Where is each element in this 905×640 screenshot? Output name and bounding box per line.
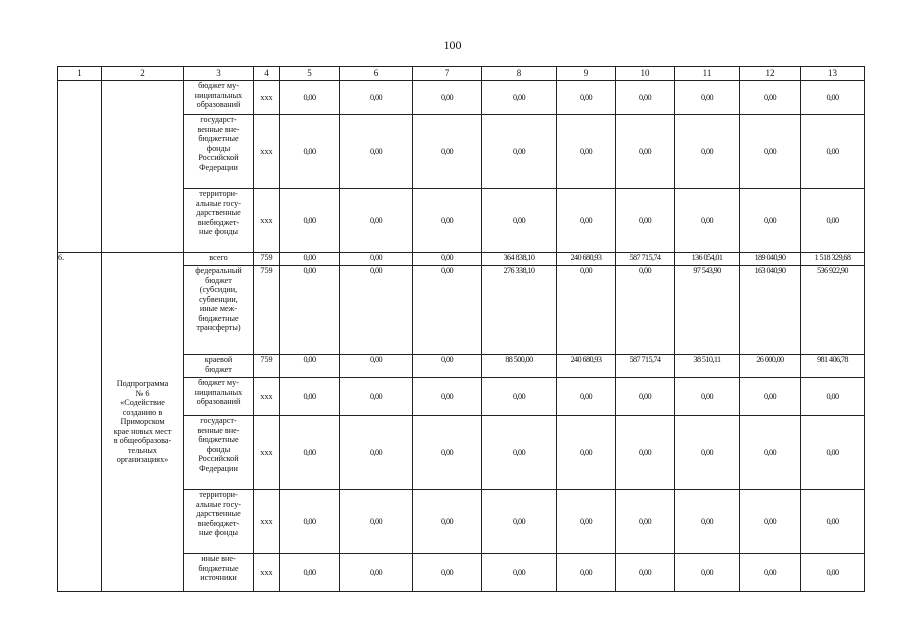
value-cell: 0,00 bbox=[557, 115, 616, 189]
funding-source-cell: государст- венные вне- бюджетные фонды Российской Федерации bbox=[184, 416, 254, 490]
value-cell: 0,00 bbox=[340, 490, 413, 554]
funding-source-cell: краевой бюджет bbox=[184, 355, 254, 378]
value-cell: 364 838,10 bbox=[482, 253, 557, 266]
value-cell: 0,00 bbox=[675, 81, 740, 115]
value-cell: 0,00 bbox=[482, 490, 557, 554]
value-cell: 0,00 bbox=[340, 81, 413, 115]
value-cell: 0,00 bbox=[616, 189, 675, 253]
table-row bbox=[58, 81, 865, 115]
funding-source-cell: федеральный бюджет (субсидии, субвенции, иные меж- бюджетные трансферты) bbox=[184, 266, 254, 355]
budget-code-cell: xxx bbox=[254, 554, 280, 592]
value-cell: 163 040,90 bbox=[740, 266, 801, 355]
column-header: 12 bbox=[740, 67, 801, 81]
table-row bbox=[58, 253, 865, 266]
value-cell: 0,00 bbox=[280, 189, 340, 253]
value-cell: 240 680,93 bbox=[557, 355, 616, 378]
value-cell: 0,00 bbox=[482, 554, 557, 592]
value-cell: 0,00 bbox=[675, 115, 740, 189]
value-cell: 0,00 bbox=[675, 189, 740, 253]
value-cell: 0,00 bbox=[740, 115, 801, 189]
value-cell: 981 406,78 bbox=[801, 355, 865, 378]
value-cell: 38 510,11 bbox=[675, 355, 740, 378]
value-cell: 0,00 bbox=[557, 266, 616, 355]
value-cell: 240 680,93 bbox=[557, 253, 616, 266]
value-cell: 0,00 bbox=[740, 490, 801, 554]
value-cell: 0,00 bbox=[340, 378, 413, 416]
value-cell: 0,00 bbox=[340, 253, 413, 266]
value-cell: 0,00 bbox=[740, 416, 801, 490]
funding-source-cell: всего bbox=[184, 253, 254, 266]
value-cell: 0,00 bbox=[280, 554, 340, 592]
page-number: 100 bbox=[443, 38, 462, 52]
value-cell: 88 500,00 bbox=[482, 355, 557, 378]
value-cell: 0,00 bbox=[413, 378, 482, 416]
value-cell: 0,00 bbox=[557, 416, 616, 490]
column-header: 1 bbox=[58, 67, 102, 81]
value-cell: 0,00 bbox=[616, 81, 675, 115]
value-cell: 0,00 bbox=[801, 115, 865, 189]
budget-code-cell: xxx bbox=[254, 81, 280, 115]
value-cell: 0,00 bbox=[280, 378, 340, 416]
value-cell: 0,00 bbox=[413, 490, 482, 554]
column-header: 4 bbox=[254, 67, 280, 81]
value-cell: 0,00 bbox=[280, 115, 340, 189]
value-cell: 0,00 bbox=[340, 266, 413, 355]
column-header: 8 bbox=[482, 67, 557, 81]
budget-code-cell: xxx bbox=[254, 378, 280, 416]
budget-code-cell: 759 bbox=[254, 355, 280, 378]
budget-code-cell: 759 bbox=[254, 266, 280, 355]
value-cell: 0,00 bbox=[740, 378, 801, 416]
value-cell: 587 715,74 bbox=[616, 253, 675, 266]
column-header-row bbox=[58, 67, 865, 81]
value-cell: 0,00 bbox=[801, 189, 865, 253]
value-cell: 0,00 bbox=[280, 266, 340, 355]
value-cell: 276 338,10 bbox=[482, 266, 557, 355]
value-cell: 0,00 bbox=[557, 490, 616, 554]
value-cell: 0,00 bbox=[280, 253, 340, 266]
value-cell: 0,00 bbox=[801, 554, 865, 592]
value-cell: 0,00 bbox=[557, 554, 616, 592]
value-cell: 0,00 bbox=[801, 490, 865, 554]
value-cell: 0,00 bbox=[413, 253, 482, 266]
funding-source-cell: территори- альные госу- дарственные внебюджет- ные фонды bbox=[184, 189, 254, 253]
value-cell: 0,00 bbox=[801, 416, 865, 490]
value-cell: 0,00 bbox=[340, 189, 413, 253]
funding-source-cell: территори- альные госу- дарственные внебюджет- ные фонды bbox=[184, 490, 254, 554]
program-name-cell: Подпрограмма № 6 «Содействие созданию в Приморском крае новых мест в общеобразова- тельных организациях» bbox=[102, 253, 184, 592]
budget-code-cell: xxx bbox=[254, 490, 280, 554]
value-cell: 0,00 bbox=[482, 378, 557, 416]
value-cell: 0,00 bbox=[616, 416, 675, 490]
column-header: 5 bbox=[280, 67, 340, 81]
value-cell: 0,00 bbox=[413, 355, 482, 378]
funding-source-cell: иные вне- бюджетные источники bbox=[184, 554, 254, 592]
value-cell: 0,00 bbox=[280, 355, 340, 378]
value-cell: 0,00 bbox=[616, 115, 675, 189]
value-cell: 0,00 bbox=[482, 416, 557, 490]
column-header: 7 bbox=[413, 67, 482, 81]
value-cell: 0,00 bbox=[740, 81, 801, 115]
value-cell: 97 543,90 bbox=[675, 266, 740, 355]
funding-source-cell: государст- венные вне- бюджетные фонды Российской Федерации bbox=[184, 115, 254, 189]
budget-code-cell: xxx bbox=[254, 115, 280, 189]
value-cell: 189 040,90 bbox=[740, 253, 801, 266]
value-cell: 0,00 bbox=[413, 189, 482, 253]
value-cell: 0,00 bbox=[482, 81, 557, 115]
value-cell: 26 000,00 bbox=[740, 355, 801, 378]
value-cell: 0,00 bbox=[616, 554, 675, 592]
value-cell: 1 518 329,68 bbox=[801, 253, 865, 266]
value-cell: 0,00 bbox=[675, 378, 740, 416]
value-cell: 587 715,74 bbox=[616, 355, 675, 378]
value-cell: 0,00 bbox=[280, 81, 340, 115]
budget-code-cell: xxx bbox=[254, 189, 280, 253]
value-cell: 536 922,90 bbox=[801, 266, 865, 355]
value-cell: 0,00 bbox=[616, 266, 675, 355]
value-cell: 0,00 bbox=[616, 490, 675, 554]
value-cell: 0,00 bbox=[557, 81, 616, 115]
value-cell: 0,00 bbox=[616, 378, 675, 416]
value-cell: 0,00 bbox=[413, 266, 482, 355]
budget-code-cell: 759 bbox=[254, 253, 280, 266]
row-number-cell: 6. bbox=[58, 253, 102, 592]
value-cell: 0,00 bbox=[740, 554, 801, 592]
value-cell: 0,00 bbox=[340, 355, 413, 378]
value-cell: 0,00 bbox=[280, 416, 340, 490]
column-header: 3 bbox=[184, 67, 254, 81]
row-number-cell bbox=[58, 81, 102, 253]
column-header: 11 bbox=[675, 67, 740, 81]
value-cell: 0,00 bbox=[557, 189, 616, 253]
value-cell: 0,00 bbox=[413, 115, 482, 189]
value-cell: 136 054,01 bbox=[675, 253, 740, 266]
value-cell: 0,00 bbox=[675, 416, 740, 490]
column-header: 10 bbox=[616, 67, 675, 81]
value-cell: 0,00 bbox=[801, 81, 865, 115]
budget-code-cell: xxx bbox=[254, 416, 280, 490]
column-header: 2 bbox=[102, 67, 184, 81]
column-header: 6 bbox=[340, 67, 413, 81]
funding-source-cell: бюджет му- ниципальных образований bbox=[184, 81, 254, 115]
value-cell: 0,00 bbox=[413, 416, 482, 490]
value-cell: 0,00 bbox=[482, 189, 557, 253]
column-header: 13 bbox=[801, 67, 865, 81]
value-cell: 0,00 bbox=[740, 189, 801, 253]
value-cell: 0,00 bbox=[801, 378, 865, 416]
value-cell: 0,00 bbox=[413, 81, 482, 115]
value-cell: 0,00 bbox=[675, 490, 740, 554]
value-cell: 0,00 bbox=[280, 490, 340, 554]
value-cell: 0,00 bbox=[340, 115, 413, 189]
funding-source-cell: бюджет му- ниципальных образований bbox=[184, 378, 254, 416]
value-cell: 0,00 bbox=[675, 554, 740, 592]
value-cell: 0,00 bbox=[340, 554, 413, 592]
value-cell: 0,00 bbox=[340, 416, 413, 490]
value-cell: 0,00 bbox=[482, 115, 557, 189]
column-header: 9 bbox=[557, 67, 616, 81]
value-cell: 0,00 bbox=[413, 554, 482, 592]
budget-table bbox=[57, 66, 865, 592]
value-cell: 0,00 bbox=[557, 378, 616, 416]
program-name-cell bbox=[102, 81, 184, 253]
